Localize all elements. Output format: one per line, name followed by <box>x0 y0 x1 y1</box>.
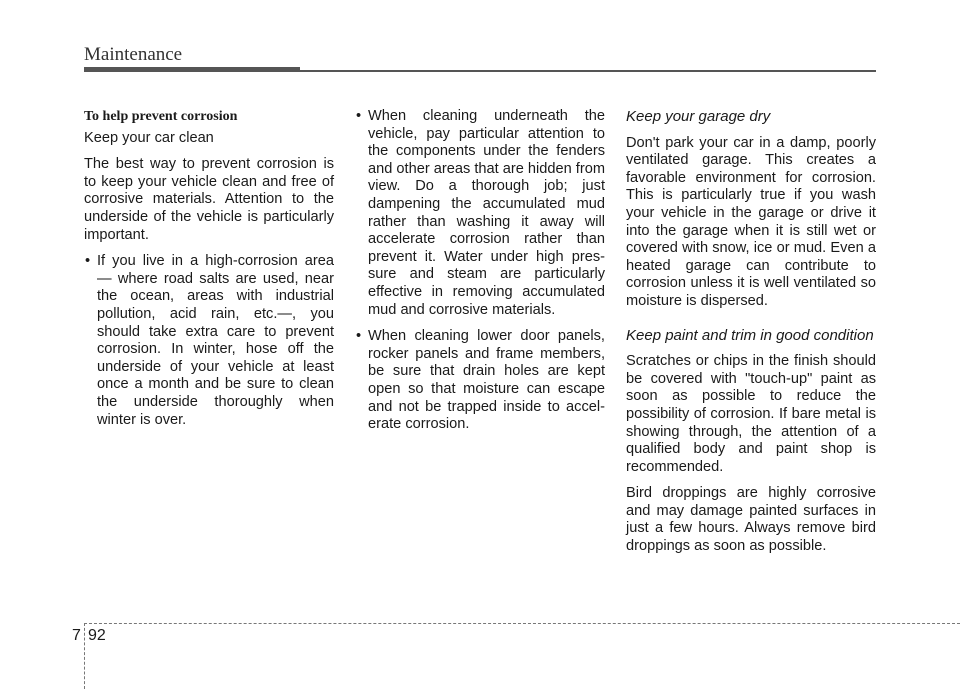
header-rule-thin <box>300 70 876 72</box>
chapter-number: 7 <box>72 627 81 644</box>
page-header-title: Maintenance <box>84 44 183 65</box>
section-heading-garage: Keep your garage dry <box>626 108 771 125</box>
footer-rule <box>84 623 960 625</box>
column-2 <box>355 108 605 443</box>
column-1 <box>84 108 334 438</box>
bullet-item: • When cleaning underneath the vehicle, pay particular attention to the components under the fenders and other areas that are hidden from view. Do a thorough job; just dampening the accumulated mud rather than washing it away will accelerate corrosion rather than prevent it. Water under high pressure and steam are particularly effective in removing accumulated mud and corrosive materials. <box>355 108 605 319</box>
header-rule-thick <box>84 67 300 72</box>
bullet-list <box>84 253 334 429</box>
paragraph-garage: Don't park your car in a damp, poorly ventilated garage. This creates a favorable environment for corrosion. This is particularly true if you wash your vehicle in the garage or drive it into the garage when it is still wet or covered with snow, ice or mud. Even a heated garage can contribute to corrosion unless it is well ventilated so moisture is dispersed. <box>626 134 876 309</box>
section-heading: To help prevent corrosion <box>84 109 238 124</box>
paragraph: The best way to prevent corrosion is to keep your vehicle clean and free of corrosive materials. Attention to the underside of the vehicle is particularly important. <box>84 156 334 243</box>
paragraph-paint-1: Scratches or chips in the finish should be covered with "touch-up" paint as soon as possible to reduce the possibility of corrosion. If bare metal is showing through, the attention of a qualified body and paint shop is recommended. <box>626 353 876 475</box>
bullet-item: • If you live in a high-corrosion area — where road salts are used, near the ocean, areas with industrial pollution, acid rain, etc.—, you should take extra care to prevent corrosion. In winter, hose off the underside of your vehicle at least once a month and be sure to clean the underside thoroughly when winter is over. <box>84 253 334 429</box>
footer-divider <box>84 623 86 689</box>
column-3 <box>626 108 876 565</box>
section-heading-paint: Keep paint and trim in good condition <box>626 326 874 344</box>
bullet-list <box>355 108 605 434</box>
paragraph-paint-2: Bird droppings are highly corrosive and may damage painted surfaces in just a few hours. Always remove bird droppings as soon as possible. <box>626 485 876 555</box>
subheading: Keep your car clean <box>84 129 214 146</box>
bullet-item: • When cleaning lower door panels, rocker panels and frame members, be sure that drain holes are kept open so that moisture can escape and not be trapped inside to accelerate corrosion. <box>355 328 605 434</box>
page-number: 92 <box>88 627 106 644</box>
